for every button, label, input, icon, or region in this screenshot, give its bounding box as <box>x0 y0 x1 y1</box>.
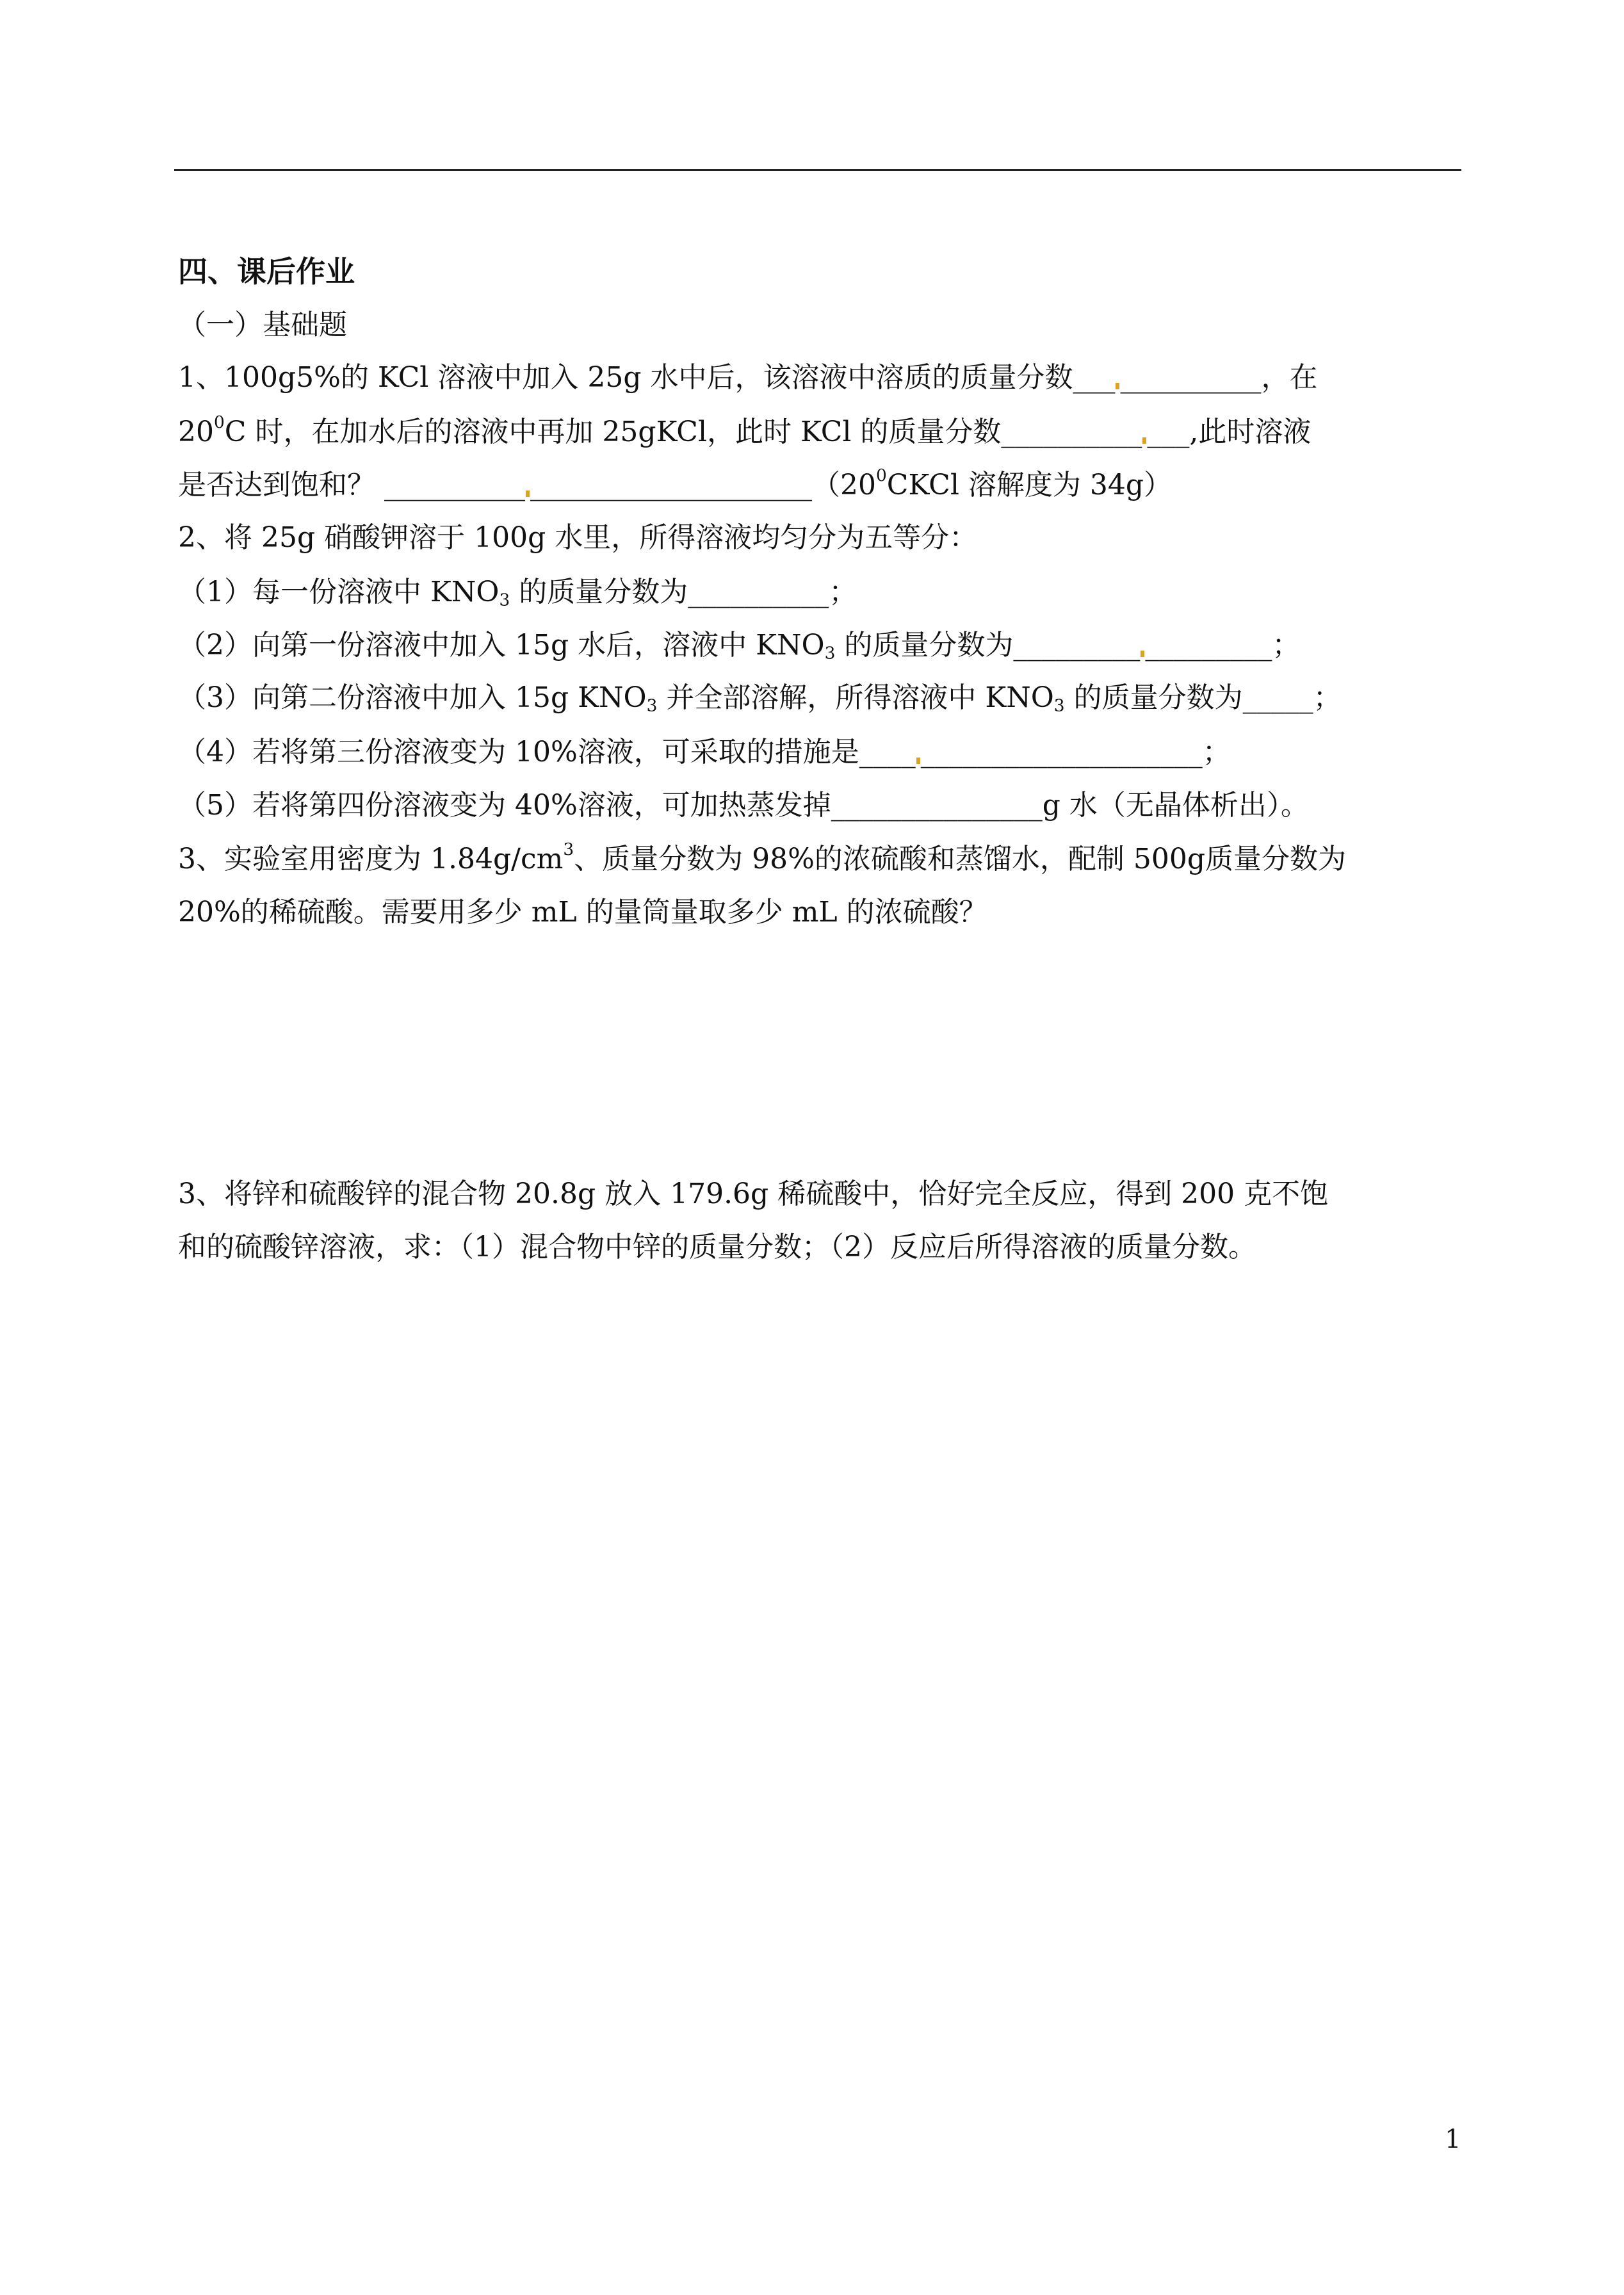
page-number: 1 <box>1445 2125 1461 2154</box>
q2-part3: （3）向第二份溶液中加入 15g $KNO_3$ 并全部溶解，所得溶液中 $KNO_3$ 的质量分数为_____； <box>178 681 1342 716</box>
header-rule <box>174 169 1461 171</box>
section-heading: 四、课后作业 <box>178 254 355 289</box>
q2-part2: （2）向第一份溶液中加入 15g 水后，溶液中 $KNO_3$ 的质量分数为_________ _________； <box>178 629 1301 663</box>
mark-dot <box>1142 437 1146 444</box>
mark-dot <box>916 758 920 764</box>
subheading: （一）基础题 <box>178 309 347 341</box>
q2-intro: 2、将 25g 硝酸钾溶于 100g 水里，所得溶液均匀分为五等分： <box>178 521 978 554</box>
q2-part5: （5）若将第四份溶液变为 40%溶液，可加热蒸发掉_______________g 水（无晶体析出）。 <box>178 789 1309 822</box>
q3-line1: 3、实验室用密度为 $1.84g/cm^3$、质量分数为 98%的浓硫酸和蒸馏水，配制 500g质量分数为 <box>178 839 1347 875</box>
q4-line2: 和的硫酸锌溶液，求：（1）混合物中锌的质量分数；（2）反应后所得溶液的质量分数。 <box>178 1231 1256 1263</box>
q3-line2: 20%的稀硫酸。需要用多少 mL 的量筒量取多少 mL 的浓硫酸？ <box>178 896 987 929</box>
q1-line2: $20^0C$ 时，在加水后的溶液中再加 25gKCl，此时 KCl 的质量分数__________ ___,此时溶液 <box>178 412 1311 448</box>
mark-dot <box>1116 383 1119 389</box>
mark-dot <box>1141 651 1144 657</box>
q2-part1: （1）每一份溶液中 $KNO_3$ 的质量分数为__________； <box>178 576 857 610</box>
q1-line1: 1、100g5%的 KCl 溶液中加入 25g 水中后，该溶液中溶质的质量分数___ __________，在 <box>178 361 1318 394</box>
q2-part4: （4）若将第三份溶液变为 10%溶液，可采取的措施是____ ____________________； <box>178 736 1231 768</box>
q4-line1: 3、将锌和硫酸锌的混合物 20.8g 放入 179.6g 稀硫酸中，恰好完全反应，得到 200 克不饱 <box>178 1178 1329 1210</box>
mark-dot <box>526 491 530 497</box>
q1-line3: 是否达到饱和？ __________ $\_\_\_\_\_\_\_\_\_\_\_\_\_\_\_\_\_\_\_\_(20^0CKCl$ 溶解度为 34g） <box>178 465 1173 501</box>
